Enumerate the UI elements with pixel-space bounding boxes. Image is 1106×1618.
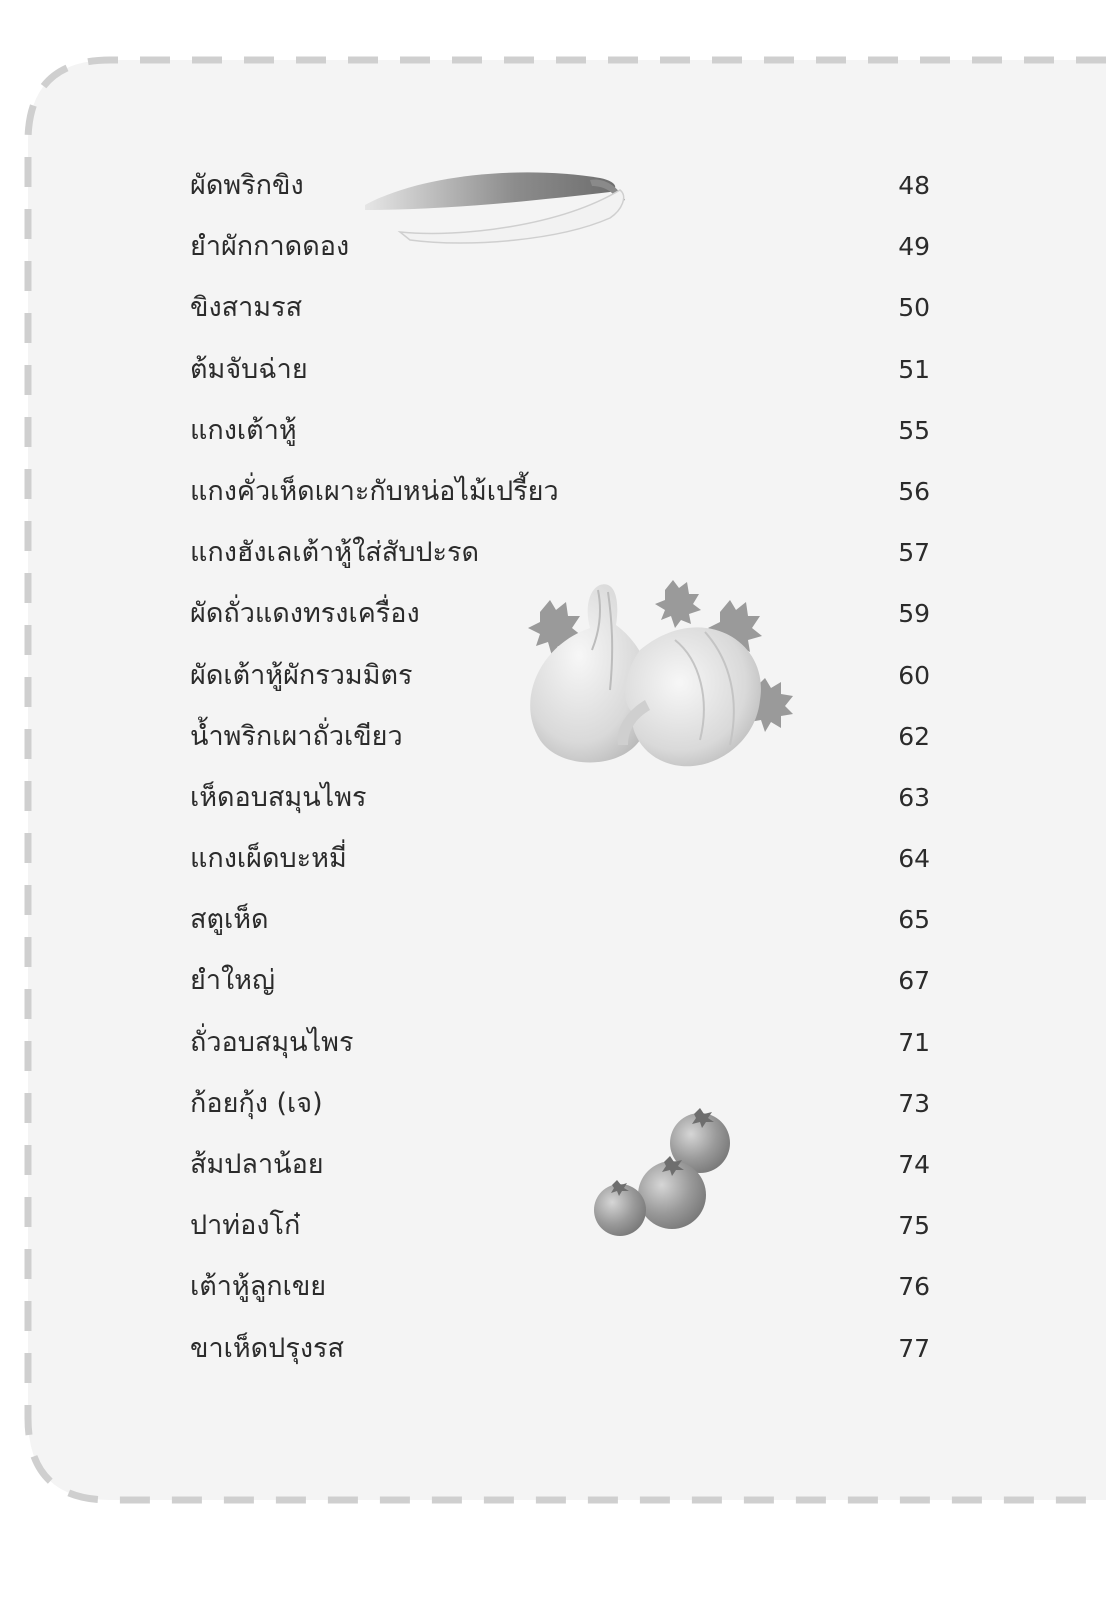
toc-entry[interactable]: [190, 277, 930, 338]
toc-entry[interactable]: [190, 216, 930, 277]
toc-entry-page-number: 50: [898, 293, 930, 323]
toc-entry-page-number: 59: [898, 599, 930, 629]
toc-entry-page-number: 49: [898, 232, 930, 262]
toc-entry-title: แกงฮังเลเต้าหู้ใส่สับปะรด: [190, 537, 480, 569]
toc-entry-page-number: 51: [898, 354, 930, 384]
toc-entry-title: ผัดเต้าหู้ผักรวมมิตร: [190, 659, 413, 691]
toc-entry-page-number: 67: [898, 966, 930, 996]
toc-entry-title: แกงเต้าหู้: [190, 414, 297, 446]
toc-entry-title: ยำผักกาดดอง: [190, 231, 350, 263]
toc-entry-page-number: 63: [898, 782, 930, 812]
toc-entry-page-number: 62: [898, 721, 930, 751]
toc-entry[interactable]: [190, 1195, 930, 1256]
toc-entry-title: ส้มปลาน้อย: [190, 1149, 324, 1180]
table-of-contents: [190, 155, 930, 1379]
toc-entry-page-number: 76: [898, 1272, 930, 1302]
toc-entry-page-number: 65: [898, 905, 930, 935]
toc-entry[interactable]: [190, 645, 930, 706]
toc-entry-page-number: 56: [898, 476, 930, 506]
toc-entry[interactable]: [190, 1012, 930, 1073]
toc-entry-title: ก้อยกุ้ง (เจ): [190, 1087, 323, 1119]
toc-entry-page-number: 74: [898, 1150, 930, 1179]
toc-entry-title: ปาท่องโก๋: [190, 1210, 301, 1242]
toc-entry-page-number: 75: [898, 1211, 930, 1241]
toc-entry-title: ผัดพริกขิง: [190, 170, 304, 201]
toc-entry-page-number: 60: [898, 660, 930, 690]
toc-entry[interactable]: [190, 767, 930, 828]
toc-entry-page-number: 48: [898, 171, 930, 200]
toc-entry[interactable]: [190, 1073, 930, 1134]
toc-entry-page-number: 64: [898, 844, 930, 874]
toc-entry[interactable]: [190, 155, 930, 216]
toc-entry-page-number: 71: [898, 1027, 930, 1057]
toc-entry-title: ต้มจับฉ่าย: [190, 353, 308, 385]
toc-entry-page-number: 77: [898, 1333, 930, 1363]
toc-entry[interactable]: [190, 339, 930, 400]
toc-entry[interactable]: [190, 950, 930, 1011]
toc-entry-title: น้ำพริกเผาถั่วเขียว: [190, 720, 403, 752]
toc-entry-page-number: 55: [898, 415, 930, 445]
toc-entry[interactable]: [190, 400, 930, 461]
toc-entry-title: สตูเห็ด: [190, 904, 269, 936]
toc-entry-page-number: 73: [898, 1088, 930, 1118]
toc-entry[interactable]: [190, 583, 930, 644]
toc-entry[interactable]: [190, 1134, 930, 1195]
toc-entry-title: ขาเห็ดปรุงรส: [190, 1332, 344, 1364]
toc-entry-title: ขิงสามรส: [190, 292, 303, 324]
toc-entry-title: ยำใหญ่: [190, 965, 275, 997]
toc-entry-title: เห็ดอบสมุนไพร: [190, 781, 367, 813]
toc-entry-title: แกงเผ็ดบะหมี่: [190, 843, 347, 875]
toc-entry[interactable]: [190, 889, 930, 950]
toc-entry[interactable]: [190, 706, 930, 767]
toc-entry-title: เต้าหู้ลูกเขย: [190, 1271, 327, 1303]
toc-entry[interactable]: [190, 522, 930, 583]
toc-entry-title: ถั่วอบสมุนไพร: [190, 1026, 354, 1058]
toc-entry-title: แกงคั่วเห็ดเผาะกับหน่อไม้เปรี้ยว: [190, 475, 559, 507]
toc-entry[interactable]: [190, 1318, 930, 1379]
toc-entry[interactable]: [190, 461, 930, 522]
toc-entry-title: ผัดถั่วแดงทรงเครื่อง: [190, 598, 420, 630]
toc-entry[interactable]: [190, 828, 930, 889]
toc-entry[interactable]: [190, 1256, 930, 1317]
toc-entry-page-number: 57: [898, 538, 930, 568]
